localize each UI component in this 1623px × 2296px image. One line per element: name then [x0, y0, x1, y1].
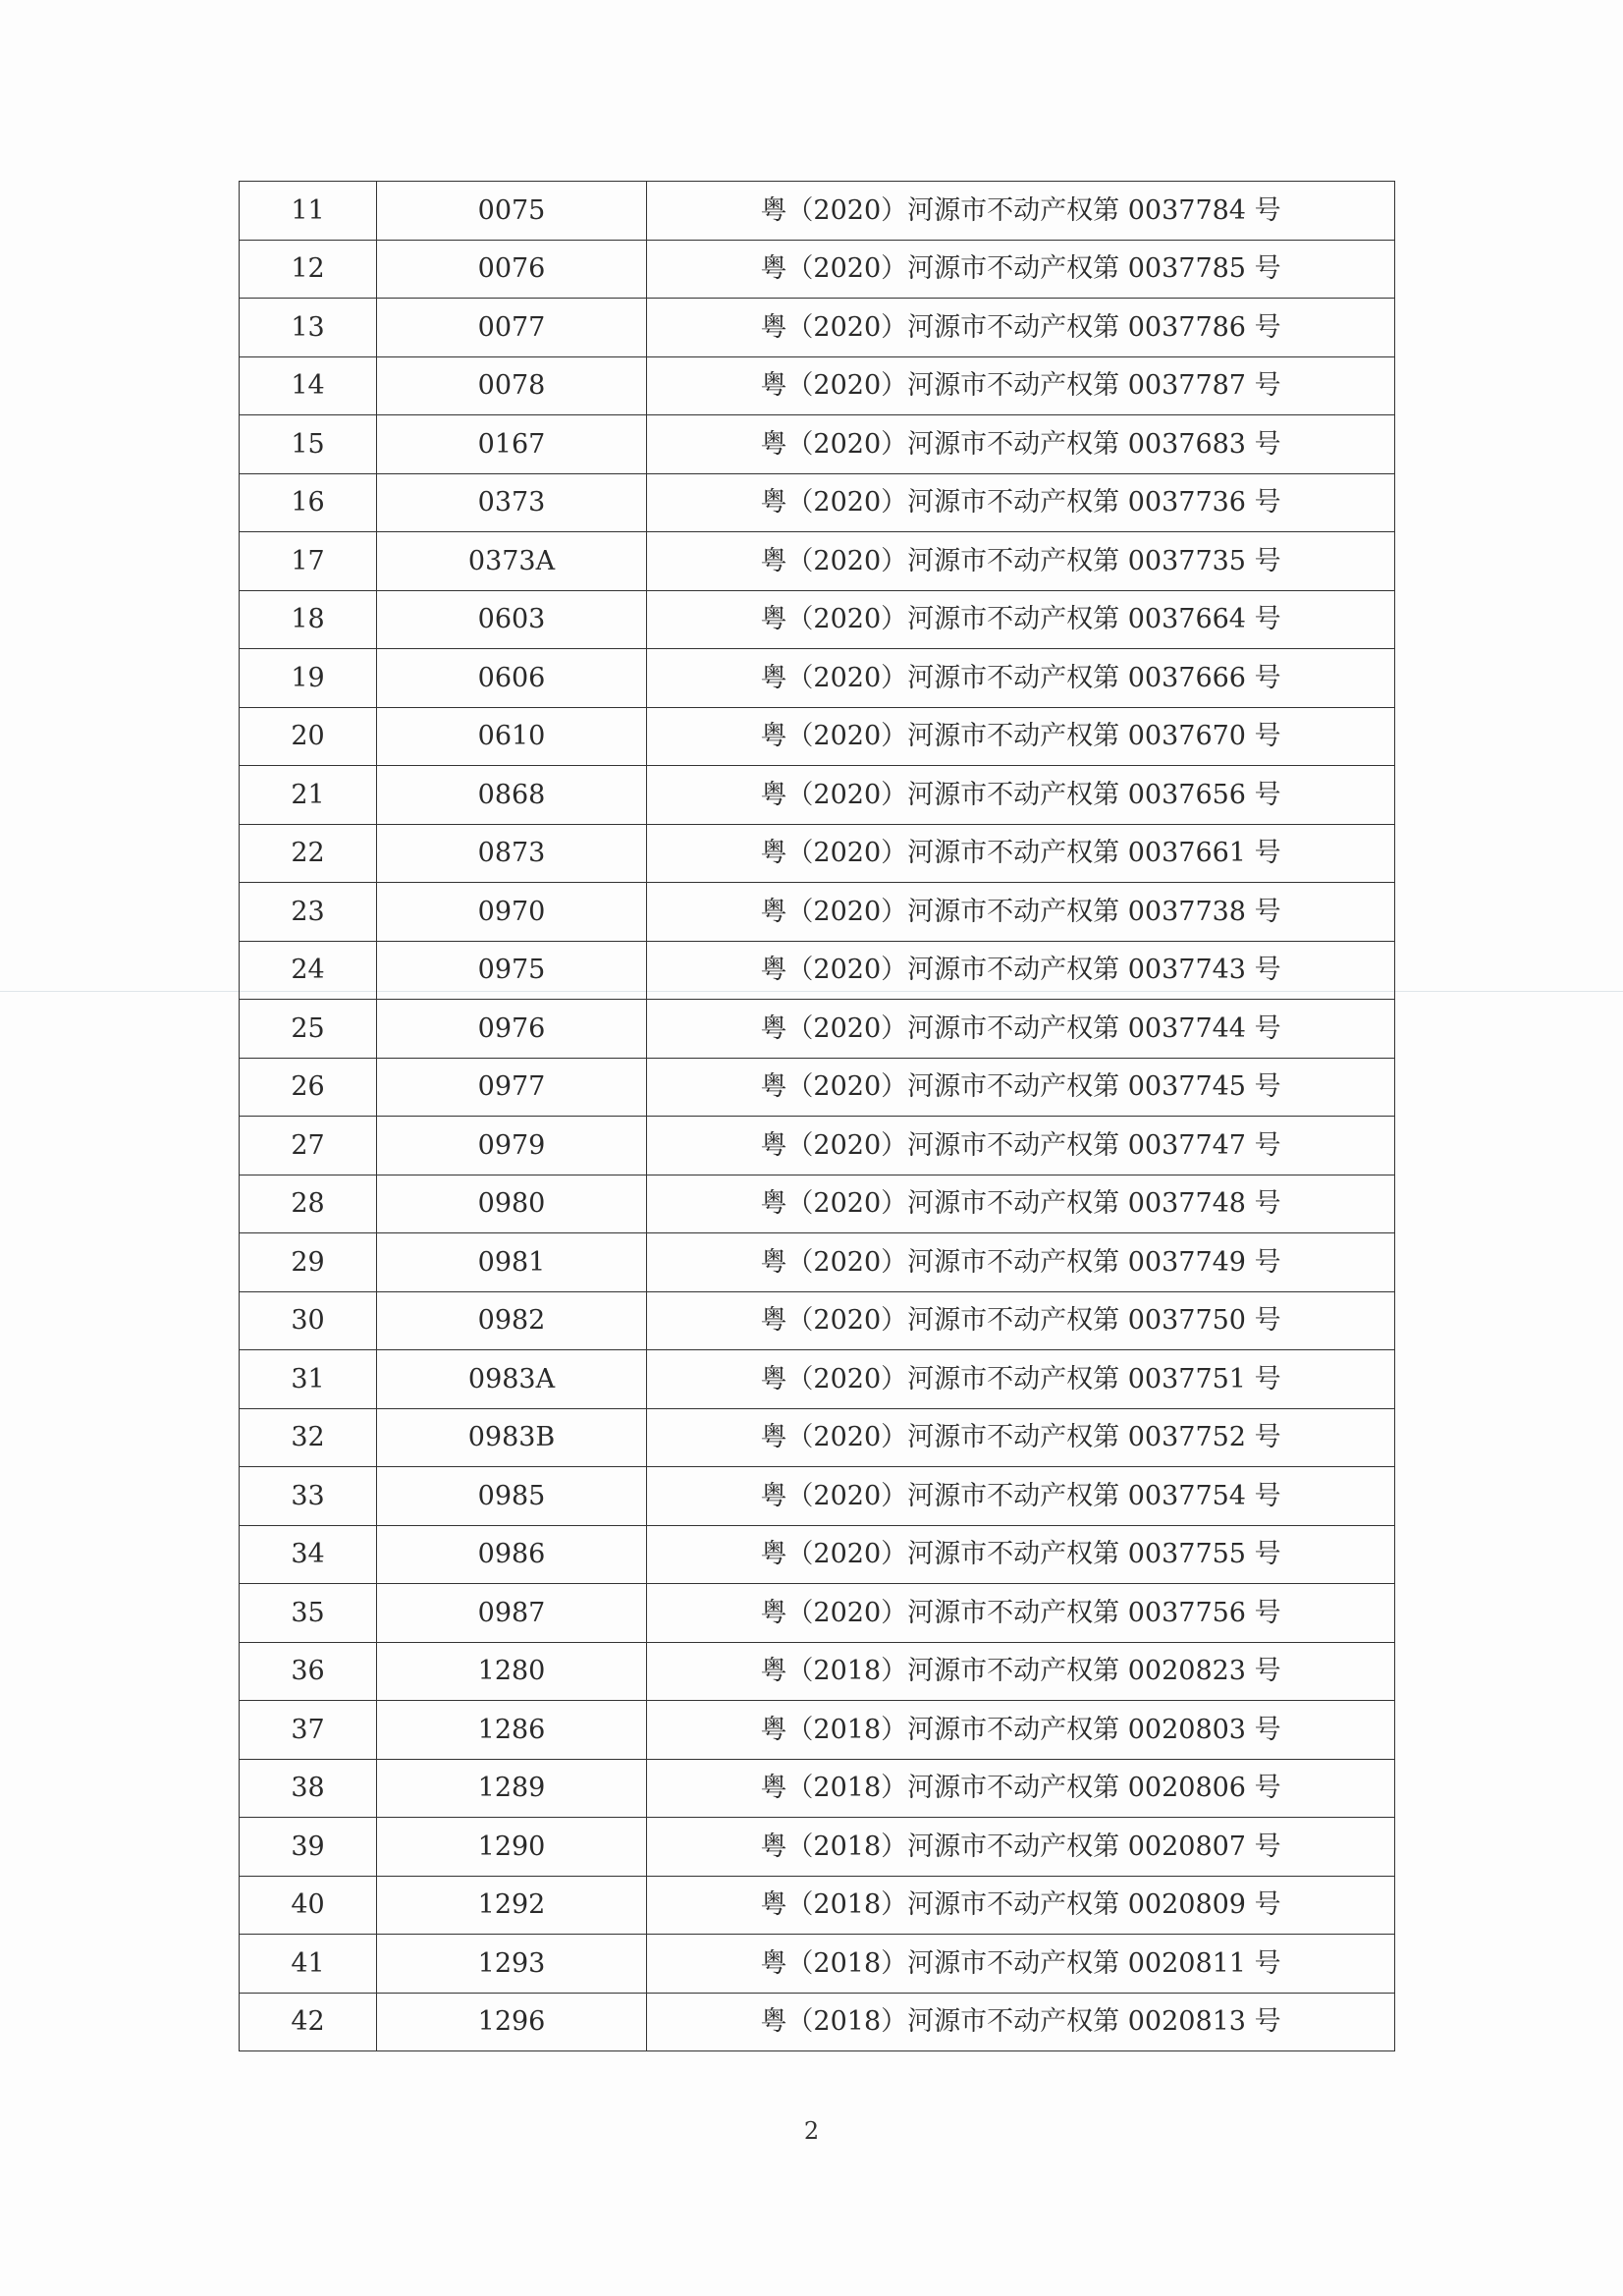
- row-code-cell: 1290: [377, 1818, 647, 1877]
- property-certificate-table: [239, 181, 1395, 2051]
- row-code-cell: 0873: [377, 824, 647, 883]
- row-index-cell: 33: [240, 1467, 377, 1526]
- row-certificate-cell: 粤（2020）河源市不动产权第 0037785 号: [647, 240, 1395, 299]
- row-code-cell: 1289: [377, 1759, 647, 1818]
- table-row: [240, 1058, 1395, 1117]
- row-index-cell: 17: [240, 532, 377, 591]
- row-index-cell: 22: [240, 824, 377, 883]
- row-code-cell: 0603: [377, 590, 647, 649]
- row-index-cell: 27: [240, 1117, 377, 1175]
- table-row: [240, 1117, 1395, 1175]
- table-row: [240, 299, 1395, 357]
- row-index-cell: 42: [240, 1993, 377, 2051]
- row-index-cell: 12: [240, 240, 377, 299]
- row-index-cell: 20: [240, 707, 377, 766]
- row-code-cell: 0075: [377, 182, 647, 241]
- table-row: [240, 766, 1395, 825]
- table-row: [240, 1935, 1395, 1994]
- row-index-cell: 31: [240, 1350, 377, 1409]
- row-certificate-cell: 粤（2020）河源市不动产权第 0037752 号: [647, 1408, 1395, 1467]
- table-row: [240, 1467, 1395, 1526]
- row-code-cell: 1286: [377, 1701, 647, 1760]
- row-certificate-cell: 粤（2020）河源市不动产权第 0037745 号: [647, 1058, 1395, 1117]
- row-certificate-cell: 粤（2020）河源市不动产权第 0037736 号: [647, 473, 1395, 532]
- row-index-cell: 19: [240, 649, 377, 708]
- row-index-cell: 30: [240, 1291, 377, 1350]
- row-code-cell: 0076: [377, 240, 647, 299]
- row-index-cell: 35: [240, 1584, 377, 1643]
- row-index-cell: 15: [240, 415, 377, 474]
- row-code-cell: 0077: [377, 299, 647, 357]
- row-index-cell: 14: [240, 356, 377, 415]
- row-index-cell: 25: [240, 1000, 377, 1059]
- table-row: [240, 240, 1395, 299]
- table-row: [240, 1818, 1395, 1877]
- row-code-cell: 0981: [377, 1233, 647, 1292]
- table-row: [240, 941, 1395, 1000]
- table-row: [240, 182, 1395, 241]
- row-certificate-cell: 粤（2020）河源市不动产权第 0037666 号: [647, 649, 1395, 708]
- row-index-cell: 39: [240, 1818, 377, 1877]
- table-row: [240, 649, 1395, 708]
- table-row: [240, 1876, 1395, 1935]
- table-row: [240, 1408, 1395, 1467]
- table-row: [240, 824, 1395, 883]
- row-certificate-cell: 粤（2020）河源市不动产权第 0037751 号: [647, 1350, 1395, 1409]
- row-certificate-cell: 粤（2018）河源市不动产权第 0020806 号: [647, 1759, 1395, 1818]
- row-code-cell: 0078: [377, 356, 647, 415]
- table-row: [240, 883, 1395, 942]
- table-row: [240, 1000, 1395, 1059]
- table-row: [240, 473, 1395, 532]
- row-certificate-cell: 粤（2020）河源市不动产权第 0037750 号: [647, 1291, 1395, 1350]
- row-certificate-cell: 粤（2018）河源市不动产权第 0020809 号: [647, 1876, 1395, 1935]
- table-row: [240, 356, 1395, 415]
- row-index-cell: 38: [240, 1759, 377, 1818]
- row-code-cell: 1296: [377, 1993, 647, 2051]
- page-number: 2: [803, 2117, 820, 2145]
- row-certificate-cell: 粤（2018）河源市不动产权第 0020807 号: [647, 1818, 1395, 1877]
- table-row: [240, 1584, 1395, 1643]
- row-code-cell: 1292: [377, 1876, 647, 1935]
- row-code-cell: 0983A: [377, 1350, 647, 1409]
- row-code-cell: 1293: [377, 1935, 647, 1994]
- row-code-cell: 0970: [377, 883, 647, 942]
- row-code-cell: 0982: [377, 1291, 647, 1350]
- row-certificate-cell: 粤（2020）河源市不动产权第 0037784 号: [647, 182, 1395, 241]
- row-certificate-cell: 粤（2020）河源市不动产权第 0037786 号: [647, 299, 1395, 357]
- row-certificate-cell: 粤（2018）河源市不动产权第 0020803 号: [647, 1701, 1395, 1760]
- table-row: [240, 1233, 1395, 1292]
- row-certificate-cell: 粤（2020）河源市不动产权第 0037747 号: [647, 1117, 1395, 1175]
- row-certificate-cell: 粤（2018）河源市不动产权第 0020811 号: [647, 1935, 1395, 1994]
- row-index-cell: 23: [240, 883, 377, 942]
- row-code-cell: 0985: [377, 1467, 647, 1526]
- table-row: [240, 415, 1395, 474]
- table-row: [240, 590, 1395, 649]
- row-certificate-cell: 粤（2020）河源市不动产权第 0037754 号: [647, 1467, 1395, 1526]
- row-certificate-cell: 粤（2020）河源市不动产权第 0037755 号: [647, 1525, 1395, 1584]
- row-certificate-cell: 粤（2020）河源市不动产权第 0037748 号: [647, 1175, 1395, 1233]
- row-certificate-cell: 粤（2020）河源市不动产权第 0037735 号: [647, 532, 1395, 591]
- row-index-cell: 41: [240, 1935, 377, 1994]
- row-certificate-cell: 粤（2020）河源市不动产权第 0037738 号: [647, 883, 1395, 942]
- row-index-cell: 36: [240, 1642, 377, 1701]
- row-certificate-cell: 粤（2020）河源市不动产权第 0037661 号: [647, 824, 1395, 883]
- row-index-cell: 24: [240, 941, 377, 1000]
- row-code-cell: 0167: [377, 415, 647, 474]
- row-code-cell: 0980: [377, 1175, 647, 1233]
- row-code-cell: 0987: [377, 1584, 647, 1643]
- row-index-cell: 18: [240, 590, 377, 649]
- row-index-cell: 29: [240, 1233, 377, 1292]
- row-code-cell: 0979: [377, 1117, 647, 1175]
- row-certificate-cell: 粤（2020）河源市不动产权第 0037744 号: [647, 1000, 1395, 1059]
- row-index-cell: 37: [240, 1701, 377, 1760]
- row-code-cell: 0373: [377, 473, 647, 532]
- row-certificate-cell: 粤（2020）河源市不动产权第 0037743 号: [647, 941, 1395, 1000]
- row-code-cell: 1280: [377, 1642, 647, 1701]
- row-index-cell: 21: [240, 766, 377, 825]
- table-row: [240, 1175, 1395, 1233]
- table-row: [240, 1291, 1395, 1350]
- row-certificate-cell: 粤（2018）河源市不动产权第 0020813 号: [647, 1993, 1395, 2051]
- row-index-cell: 11: [240, 182, 377, 241]
- table-row: [240, 707, 1395, 766]
- row-certificate-cell: 粤（2018）河源市不动产权第 0020823 号: [647, 1642, 1395, 1701]
- row-certificate-cell: 粤（2020）河源市不动产权第 0037670 号: [647, 707, 1395, 766]
- table-row: [240, 1759, 1395, 1818]
- row-certificate-cell: 粤（2020）河源市不动产权第 0037664 号: [647, 590, 1395, 649]
- row-code-cell: 0983B: [377, 1408, 647, 1467]
- row-index-cell: 26: [240, 1058, 377, 1117]
- table-body: [240, 182, 1395, 2051]
- table-row: [240, 1993, 1395, 2051]
- row-code-cell: 0986: [377, 1525, 647, 1584]
- row-code-cell: 0373A: [377, 532, 647, 591]
- row-index-cell: 13: [240, 299, 377, 357]
- row-index-cell: 16: [240, 473, 377, 532]
- row-code-cell: 0975: [377, 941, 647, 1000]
- table-row: [240, 1642, 1395, 1701]
- row-code-cell: 0606: [377, 649, 647, 708]
- row-certificate-cell: 粤（2020）河源市不动产权第 0037683 号: [647, 415, 1395, 474]
- table-row: [240, 1701, 1395, 1760]
- row-index-cell: 28: [240, 1175, 377, 1233]
- row-code-cell: 0610: [377, 707, 647, 766]
- row-index-cell: 40: [240, 1876, 377, 1935]
- row-certificate-cell: 粤（2020）河源市不动产权第 0037749 号: [647, 1233, 1395, 1292]
- table-row: [240, 1525, 1395, 1584]
- row-code-cell: 0977: [377, 1058, 647, 1117]
- row-index-cell: 34: [240, 1525, 377, 1584]
- row-certificate-cell: 粤（2020）河源市不动产权第 0037656 号: [647, 766, 1395, 825]
- row-code-cell: 0976: [377, 1000, 647, 1059]
- row-certificate-cell: 粤（2020）河源市不动产权第 0037756 号: [647, 1584, 1395, 1643]
- table-row: [240, 532, 1395, 591]
- row-certificate-cell: 粤（2020）河源市不动产权第 0037787 号: [647, 356, 1395, 415]
- row-index-cell: 32: [240, 1408, 377, 1467]
- table-row: [240, 1350, 1395, 1409]
- row-code-cell: 0868: [377, 766, 647, 825]
